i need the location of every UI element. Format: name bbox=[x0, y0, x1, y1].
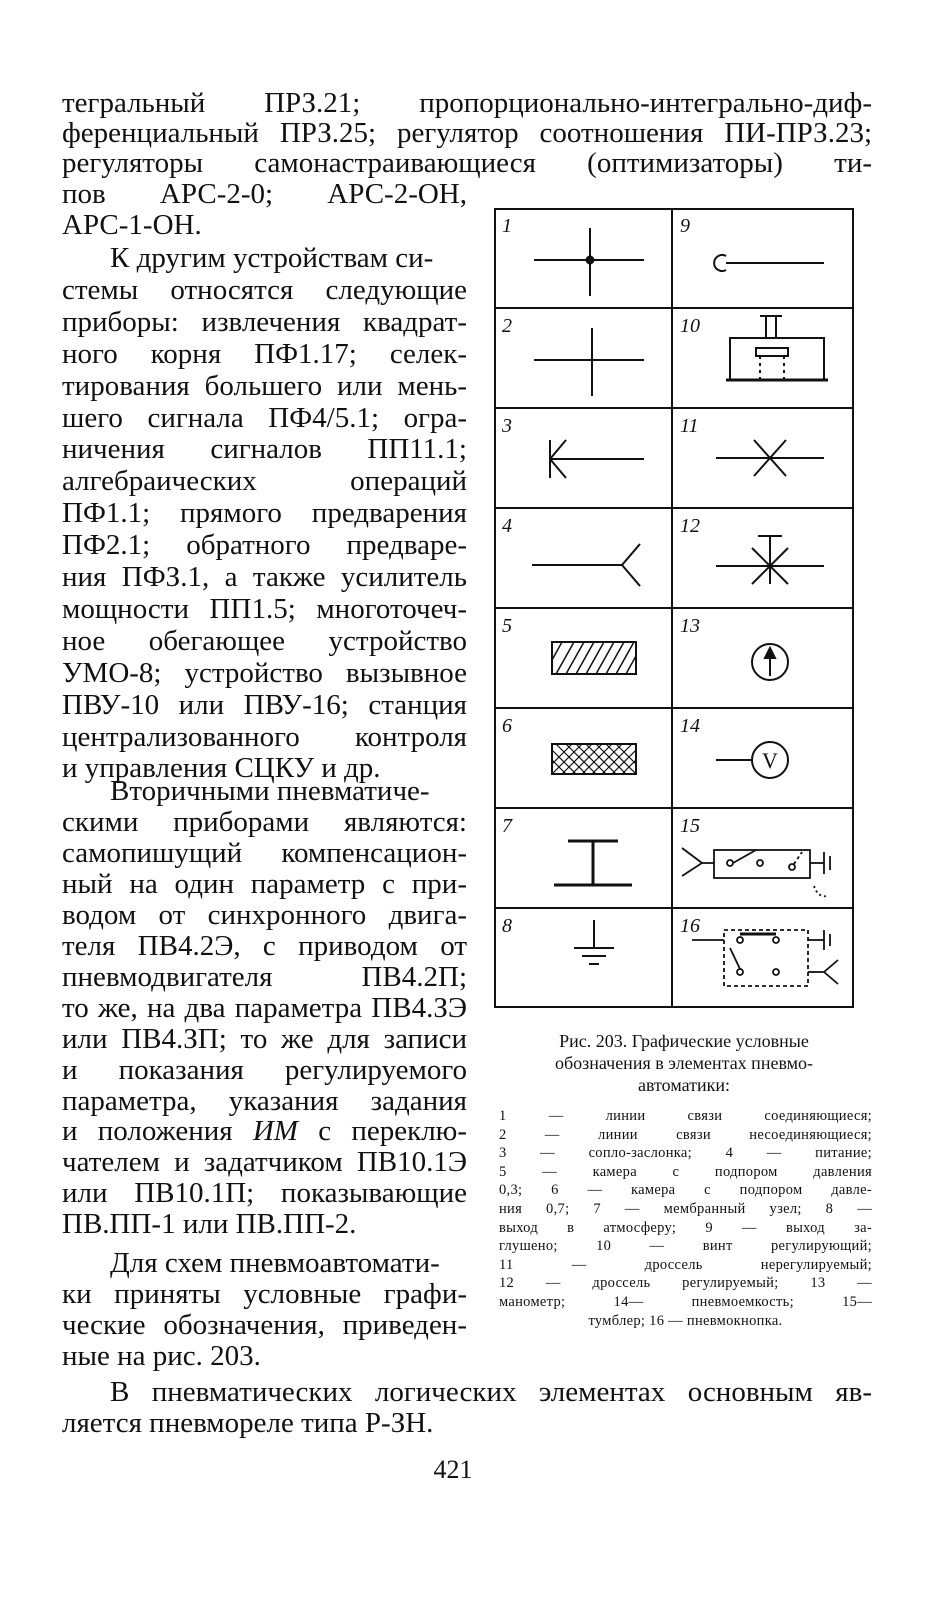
text-line: ПФ1.1; прямого предварения bbox=[62, 497, 467, 530]
text-line: АРС-1-ОН. bbox=[62, 209, 202, 241]
adjustable-throttle-symbol bbox=[716, 536, 824, 584]
text-line: УМО-8; устройство вызывное bbox=[62, 656, 467, 689]
toggle-switch-symbol bbox=[682, 848, 830, 896]
membrane-unit-symbol bbox=[554, 841, 632, 885]
chamber-low-pressure-symbol bbox=[552, 642, 636, 674]
text-line: мощности ПП1.5; многоточеч- bbox=[62, 592, 467, 625]
text-line: Для схем пневмоавтомати- bbox=[110, 1247, 440, 1279]
text-line: то же, на два параметра ПВ4.ЗЭ bbox=[62, 991, 467, 1024]
cell-number: 16 bbox=[680, 915, 700, 937]
text-line: чателем и задатчиком ПВ10.1Э bbox=[62, 1146, 467, 1179]
text-line: самопишущий компенсацион- bbox=[62, 836, 467, 869]
text-line: пов АРС-2-0; АРС-2-ОН, bbox=[62, 178, 467, 210]
figure-caption: обозначения в элементах пневмо- bbox=[554, 1053, 814, 1073]
cell-number: 4 bbox=[502, 515, 512, 537]
text-line: тирования большего или мень- bbox=[62, 369, 467, 402]
legend-line: выход в атмосферу; 9 — выход за- bbox=[499, 1219, 872, 1236]
legend-line: 2 — линии связи несоединяющиеся; bbox=[499, 1126, 872, 1143]
fixed-throttle-symbol bbox=[716, 440, 824, 476]
text-line: ПВУ-10 или ПВУ-16; станция bbox=[62, 688, 467, 721]
cell-number: 1 bbox=[502, 215, 512, 237]
text-line: Вторичными пневматиче- bbox=[110, 775, 430, 807]
text-line: ПВ.ПП-1 или ПВ.ПП-2. bbox=[62, 1208, 357, 1241]
text-line: теля ПВ4.2Э, с приводом от bbox=[62, 929, 467, 962]
text-line: шего сигнала ПФ4/5.1; огра- bbox=[62, 401, 467, 434]
cell-number: 2 bbox=[502, 315, 512, 337]
legend-line: 11 — дроссель нерегулируемый; bbox=[499, 1256, 872, 1273]
legend-line: 12 — дроссель регулируемый; 13 — bbox=[499, 1275, 872, 1292]
text-line: и положения ИМ с переклю- bbox=[62, 1115, 467, 1148]
text-line: К другим устройствам си- bbox=[110, 242, 434, 274]
cell-number: 5 bbox=[502, 615, 512, 637]
legend-line: тумблер; 16 — пневмокнопка. bbox=[588, 1312, 783, 1329]
text-line: водом от синхронного двига- bbox=[62, 898, 467, 931]
text-line: ного корня ПФ1.17; селек- bbox=[62, 337, 467, 370]
text-line: ния ПФЗ.1, а также усилитель bbox=[62, 561, 467, 593]
text-line: ничения сигналов ПП11.1; bbox=[62, 433, 467, 466]
pneumatic-button-symbol bbox=[692, 930, 838, 986]
cell-number: 3 bbox=[502, 415, 512, 437]
text-line: алгебраических операций bbox=[62, 465, 467, 498]
cell-number: 15 bbox=[680, 815, 700, 837]
text-line: стемы относятся следующие bbox=[62, 273, 467, 306]
cell-number: 8 bbox=[502, 915, 512, 937]
cell-number: 7 bbox=[502, 815, 512, 837]
text-line: ки приняты условные графи- bbox=[62, 1278, 467, 1310]
figure-203 bbox=[494, 208, 854, 1008]
legend-line: 1 — линии связи соединяющиеся; bbox=[499, 1108, 872, 1124]
chamber-high-pressure-symbol bbox=[552, 744, 636, 774]
atmosphere-exhaust-symbol bbox=[574, 920, 614, 964]
cell-number: 12 bbox=[680, 515, 700, 537]
supply-symbol bbox=[532, 544, 640, 586]
cell-number: 14 bbox=[680, 715, 700, 737]
text-line: пневмодвигателя ПВ4.2П; bbox=[62, 960, 467, 993]
text-line: регуляторы самонастраивающиеся (оптимизаторы) ти- bbox=[62, 147, 872, 179]
text-line: ный на один параметр с при- bbox=[62, 867, 467, 900]
figure-caption: автоматики: bbox=[638, 1075, 730, 1095]
text-line: параметра, указания задания bbox=[62, 1084, 467, 1117]
text-line: скими приборами являются: bbox=[62, 805, 467, 838]
text-line: ляется пневмореле типа Р-ЗН. bbox=[62, 1407, 434, 1439]
legend-line: 3 — сопло-заслонка; 4 — питание; bbox=[499, 1145, 872, 1162]
legend-line: манометр; 14— пневмоемкость; 15— bbox=[499, 1294, 872, 1310]
text-line: ческие обозначения, приведен- bbox=[62, 1309, 467, 1341]
text-line: В пневматических логических элементах основным яв- bbox=[110, 1376, 872, 1408]
text-line: ференциальный ПРЗ.25; регулятор соотношения ПИ-ПРЗ.23; bbox=[62, 117, 872, 149]
legend-line: 5 — камера с подпором давления bbox=[499, 1163, 872, 1180]
text-line: приборы: извлечения квадрат- bbox=[62, 305, 467, 338]
page-number: 421 bbox=[433, 1455, 473, 1484]
text-line: и управления СЦКУ и др. bbox=[62, 752, 381, 785]
cell-number: 13 bbox=[680, 615, 700, 637]
text-line: ПФ2.1; обратного предваре- bbox=[62, 529, 467, 562]
cell-number: 6 bbox=[502, 715, 512, 737]
pneumatic-capacity-symbol bbox=[716, 742, 788, 778]
crossing-lines-symbol bbox=[534, 328, 644, 396]
figure-caption: Рис. 203. Графические условные bbox=[559, 1031, 809, 1051]
legend-line: глушено; 10 — винт регулирующий; bbox=[499, 1238, 872, 1255]
text-line: ные на рис. 203. bbox=[62, 1340, 261, 1372]
legend-line: ния 0,7; 7 — мембранный узел; 8 — bbox=[499, 1201, 872, 1217]
text-line: или ПВ10.1П; показывающие bbox=[62, 1177, 467, 1210]
nozzle-flapper-symbol bbox=[550, 440, 644, 478]
legend-line: 0,3; 6 — камера с подпором давле- bbox=[499, 1182, 872, 1199]
cell-number: 10 bbox=[680, 315, 700, 337]
text-line: централизованного контроля bbox=[62, 720, 467, 753]
text-line: или ПВ4.ЗП; то же для записи bbox=[62, 1022, 467, 1055]
cell-number: 11 bbox=[680, 415, 699, 437]
text-line: и показания регулируемого bbox=[62, 1053, 467, 1086]
adjusting-screw-symbol bbox=[726, 316, 828, 380]
manometer-icon bbox=[752, 644, 788, 680]
plugged-outlet-symbol bbox=[714, 255, 824, 271]
cell-number: 9 bbox=[680, 215, 690, 237]
svg-text:V: V bbox=[762, 748, 778, 773]
text-line: ное обегающее устройство bbox=[62, 624, 467, 657]
connecting-lines-symbol bbox=[534, 228, 644, 296]
text-line: тегральный ПРЗ.21; пропорционально-интегрально-диф- bbox=[62, 87, 872, 119]
